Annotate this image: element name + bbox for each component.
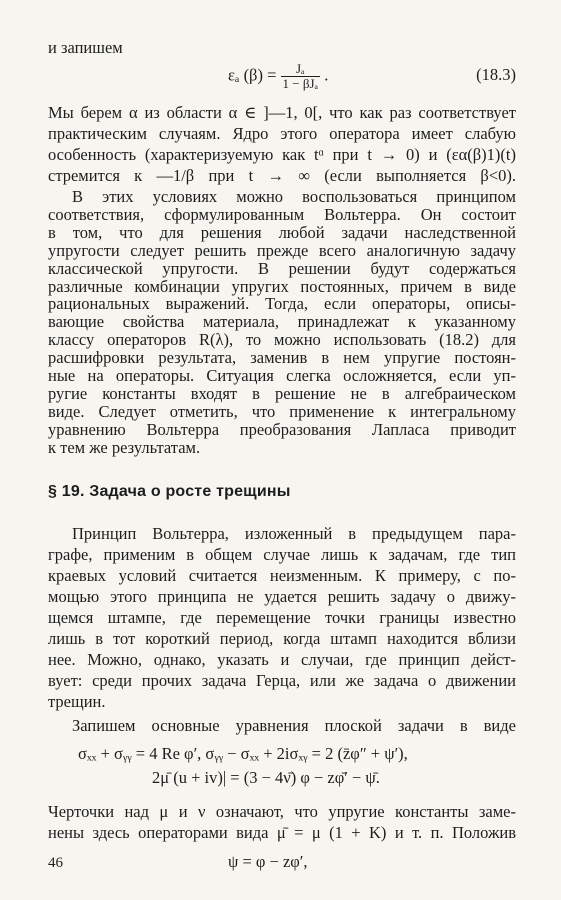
- formula-18-3: [228, 62, 328, 91]
- paragraph2-line: классу операторов R(λ), то можно использовать (18.2) для: [48, 330, 516, 350]
- equation-number: (18.3): [476, 65, 516, 84]
- paragraph3-line: трещин.: [48, 692, 106, 711]
- paragraph3-line: Принцип Вольтерра, изложенный в предыдущем пара-: [72, 524, 516, 543]
- equation-line: 2μ̄ (u + iv)| = (3 − 4ν̄) φ − zφ̄′ − ψ̄.: [152, 768, 380, 787]
- paragraph2-line: ные на операторы. Ситуация слегка осложняется, если уп-: [48, 366, 516, 385]
- paragraph3-line: лишь в тот короткий период, когда штамп находится вблизи: [48, 629, 516, 648]
- paragraph2-line: классической упругости. В решении будут содержаться: [48, 258, 516, 278]
- page-number: 46: [48, 855, 63, 871]
- paragraph5-line: Черточки над μ и ν означают, что упругие константы заме-: [48, 802, 516, 821]
- paragraph1-line: Мы берем α из области α ∈ ]—1, 0[, что как раз соответствует: [48, 103, 516, 122]
- formula-numerator: Jₐ: [281, 62, 321, 77]
- paragraph1-line: особенность (характеризуемую как tᵅ при t → 0) и (εα(β)1)(t): [48, 145, 516, 164]
- section-heading: § 19. Задача о росте трещины: [48, 483, 291, 500]
- paragraph4-line: Запишем основные уравнения плоской задачи в виде: [72, 716, 516, 735]
- final-formula: ψ = φ − zφ′,: [228, 852, 308, 871]
- paragraph2-line: различные комбинации упругих постоянных, причем в виде: [48, 276, 516, 296]
- formula-tail: .: [324, 65, 329, 85]
- paragraph3-line: мощью этого принципа не удается решить задачу о движу-: [48, 587, 516, 606]
- paragraph3-line: нее. Можно, однако, указать и случаи, где принцип дейст-: [48, 650, 516, 669]
- paragraph2-line: в том, что для решения любой задачи наследственной: [48, 222, 516, 242]
- paragraph2-line: рациональных выражений. Тогда, если операторы, описы-: [48, 294, 516, 314]
- paragraph2-line: В этих условиях можно воспользоваться принципом: [72, 187, 516, 206]
- paragraph3-line: щемся штампе, где перемещение точки границы известно: [48, 608, 516, 627]
- intro-text: и запишем: [48, 38, 123, 57]
- paragraph3-line: вует: среди прочих задача Герца, или же задача о движении: [48, 671, 516, 690]
- paragraph3-line: краевых условий считается неизменным. К примеру, с по-: [48, 566, 516, 585]
- paragraph1-line: практическим случаям. Ядро этого оператора имеет слабую: [48, 124, 516, 143]
- paragraph2-line: ругие константы входят в решение не в алгебраическом: [48, 383, 516, 403]
- paragraph2-line: расшифровки результата, заменив в нем упругие постоян-: [48, 348, 516, 368]
- paragraph2-line: виде. Следует отметить, что применение к интегральному: [48, 401, 516, 421]
- paragraph1-line: стремится к —1/β при t → ∞ (если выполняется β<0).: [48, 166, 516, 185]
- paragraph2-line: соответствия, сформулированным Вольтерра. Он состоит: [48, 204, 516, 224]
- equation-line: σₓₓ + σᵧᵧ = 4 Re φ′, σᵧᵧ − σₓₓ + 2iσₓᵧ = 2 (z̄φ″ + ψ′),: [78, 744, 408, 763]
- paragraph2-line: уравнению Вольтерра преобразования Лапласа приводит: [48, 419, 516, 439]
- formula-fraction: [281, 62, 321, 91]
- paragraph2-line: к тем же результатам.: [48, 437, 201, 457]
- paragraph2-line: упругости следует решить прежде всего аналогичную задачу: [48, 240, 516, 260]
- formula-lhs: εₐ (β) =: [228, 65, 281, 85]
- paragraph5-line: нены здесь операторами вида μ̄ = μ (1 + K) и т. п. Положив: [48, 823, 516, 842]
- paragraph3-line: графе, применим в общем случае лишь к задачам, где тип: [48, 545, 516, 564]
- formula-denominator: 1 − βJₐ: [282, 76, 319, 91]
- paragraph2-line: вающие свойства материала, принадлежат к указанному: [48, 312, 516, 332]
